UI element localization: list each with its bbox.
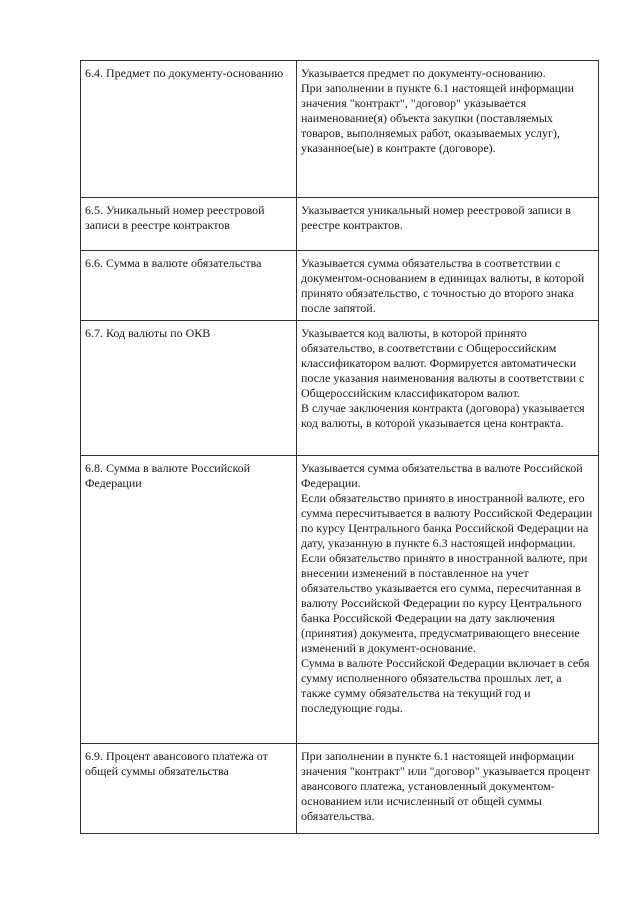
- field-label: 6.6. Сумма в валюте обязательства: [81, 251, 297, 321]
- field-label: 6.9. Процент авансового платежа от общей суммы обязательства: [81, 744, 297, 834]
- field-label: 6.5. Уникальный номер реестровой записи в реестре контрактов: [81, 198, 297, 251]
- description-paragraph: В случае заключения контракта (договора) указывается код валюты, в которой указывается цена контракта.: [301, 401, 585, 430]
- field-description: [297, 321, 599, 456]
- table-row: [81, 456, 599, 744]
- description-paragraph: Указывается сумма обязательства в валюте Российской Федерации.: [301, 461, 583, 490]
- field-description: [297, 61, 599, 198]
- description-paragraph: При заполнении в пункте 6.1 настоящей информации значения "контракт", "договор" указывается наименование(я) объекта закупки (поставляемых товаров, выполняемых работ, оказываемых услуг), указанное(ые) в контракте (договоре).: [301, 81, 574, 155]
- table-row: [81, 251, 599, 321]
- description-paragraph: Указывается уникальный номер реестровой записи в реестре контрактов.: [301, 203, 571, 232]
- description-paragraph: Указывается код валюты, в которой принято обязательство, в соответствии с Общероссийским классификатором валют. Формируется автоматически после указания наименования валюты в соответствии с Общероссийским классификатором валют.: [301, 326, 585, 400]
- description-paragraph: Указывается предмет по документу-основанию.: [301, 66, 546, 80]
- instructions-table: [80, 60, 599, 834]
- table-row: [81, 744, 599, 834]
- description-paragraph: При заполнении в пункте 6.1 настоящей информации значения "контракт" или "договор" указывается процент авансового платежа, установленный документом-основанием или исчисленный от общей суммы обязательства.: [301, 749, 590, 823]
- description-paragraph: Если обязательство принято в иностранной валюте, его сумма пересчитывается в валюту Российской Федерации по курсу Центрального банка Российской Федерации на дату, указанную в пункте 6.3 настоящей информации.: [301, 491, 593, 550]
- field-description: [297, 456, 599, 744]
- field-label: 6.7. Код валюты по ОКВ: [81, 321, 297, 456]
- field-description: [297, 744, 599, 834]
- field-description: [297, 198, 599, 251]
- field-label: 6.8. Сумма в валюте Российской Федерации: [81, 456, 297, 744]
- field-description: [297, 251, 599, 321]
- description-paragraph: Если обязательство принято в иностранной валюте, при внесении изменений в поставленное на учет обязательство указывается его сумма, пересчитанная в валюту Российской Федерации по курсу Центрального банка Российской Федерации на дату заключения (принятия) документа, предусматривающего внесение изменений в документ-основание.: [301, 551, 588, 655]
- table-row: [81, 198, 599, 251]
- table-row: [81, 321, 599, 456]
- table-row: [81, 61, 599, 198]
- description-paragraph: Указывается сумма обязательства в соответствии с документом-основанием в единицах валюты, в которой принято обязательство, с точностью до второго знака после запятой.: [301, 256, 585, 315]
- description-paragraph: Сумма в валюте Российской Федерации включает в себя сумму исполненного обязательства прошлых лет, а также сумму обязательства на текущий год и последующие годы.: [301, 656, 590, 715]
- field-label: 6.4. Предмет по документу-основанию: [81, 61, 297, 198]
